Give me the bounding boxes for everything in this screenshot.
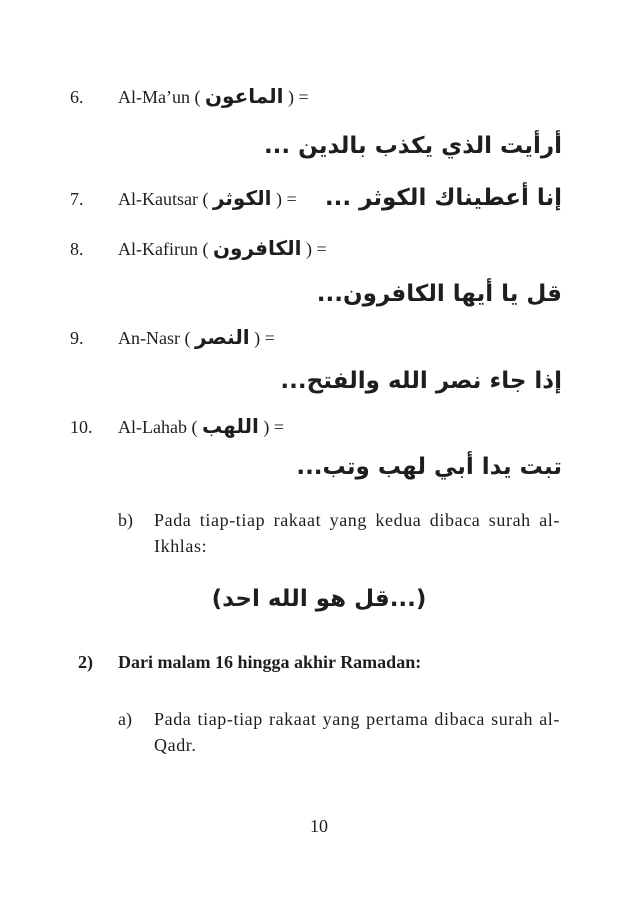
- sub-item-b: [118, 507, 560, 559]
- surah-name-arabic: النصر: [194, 325, 250, 349]
- arabic-verse-al-lahab: تبت يدا أبي لهب وتب...: [296, 454, 562, 480]
- surah-name: An-Nasr (: [118, 328, 191, 348]
- arabic-verse-al-ikhlas: (قل هو الله احد...): [211, 586, 427, 612]
- equals-sign: ) =: [288, 87, 309, 107]
- section-heading: [78, 650, 421, 674]
- sub-item-a: [118, 706, 560, 758]
- section-number: 2): [78, 652, 93, 672]
- surah-name-arabic: الماعون: [204, 84, 284, 108]
- sub-item-label: b): [118, 510, 133, 530]
- equals-sign: ) =: [254, 328, 275, 348]
- surah-name-arabic: الكافرون: [212, 236, 302, 260]
- surah-name: Al-Lahab (: [118, 417, 198, 437]
- surah-name: Al-Kautsar (: [118, 189, 209, 209]
- arabic-verse-al-kafirun: قل يا أيها الكافرون...: [316, 281, 562, 307]
- equals-sign: ) =: [306, 239, 327, 259]
- sub-item-label: a): [118, 709, 132, 729]
- section-title: Dari malam 16 hingga akhir Ramadan:: [118, 652, 422, 672]
- list-item-al-lahab: [70, 414, 284, 439]
- surah-name: Al-Kafirun (: [118, 239, 209, 259]
- list-item-al-kautsar: [70, 186, 297, 211]
- equals-sign: ) =: [275, 189, 297, 209]
- sub-item-text: Pada tiap-tiap rakaat yang pertama dibaca surah al-Qadr.: [154, 709, 560, 755]
- item-number: 6.: [70, 87, 84, 107]
- page-number: 10: [310, 816, 328, 836]
- list-item-al-maun: [70, 84, 309, 109]
- list-item-an-nasr: [70, 325, 275, 350]
- item-number: 7.: [70, 189, 84, 209]
- item-number: 8.: [70, 239, 84, 259]
- sub-item-text: Pada tiap-tiap rakaat yang kedua dibaca surah al-Ikhlas:: [154, 510, 560, 556]
- arabic-verse-al-maun: أرأيت الذي يكذب بالدين ...: [263, 133, 562, 159]
- surah-name: Al-Ma’un (: [118, 87, 201, 107]
- equals-sign: ) =: [263, 417, 285, 437]
- arabic-verse-al-kautsar: إنا أعطيناك الكوثر ...: [324, 185, 562, 211]
- surah-name-arabic: اللهب: [201, 414, 259, 438]
- item-number: 9.: [70, 328, 84, 348]
- surah-name-arabic: الكوثر: [212, 186, 272, 210]
- item-number: 10.: [70, 417, 93, 437]
- arabic-verse-an-nasr: إذا جاء نصر الله والفتح...: [280, 368, 562, 394]
- list-item-al-kafirun: [70, 236, 327, 261]
